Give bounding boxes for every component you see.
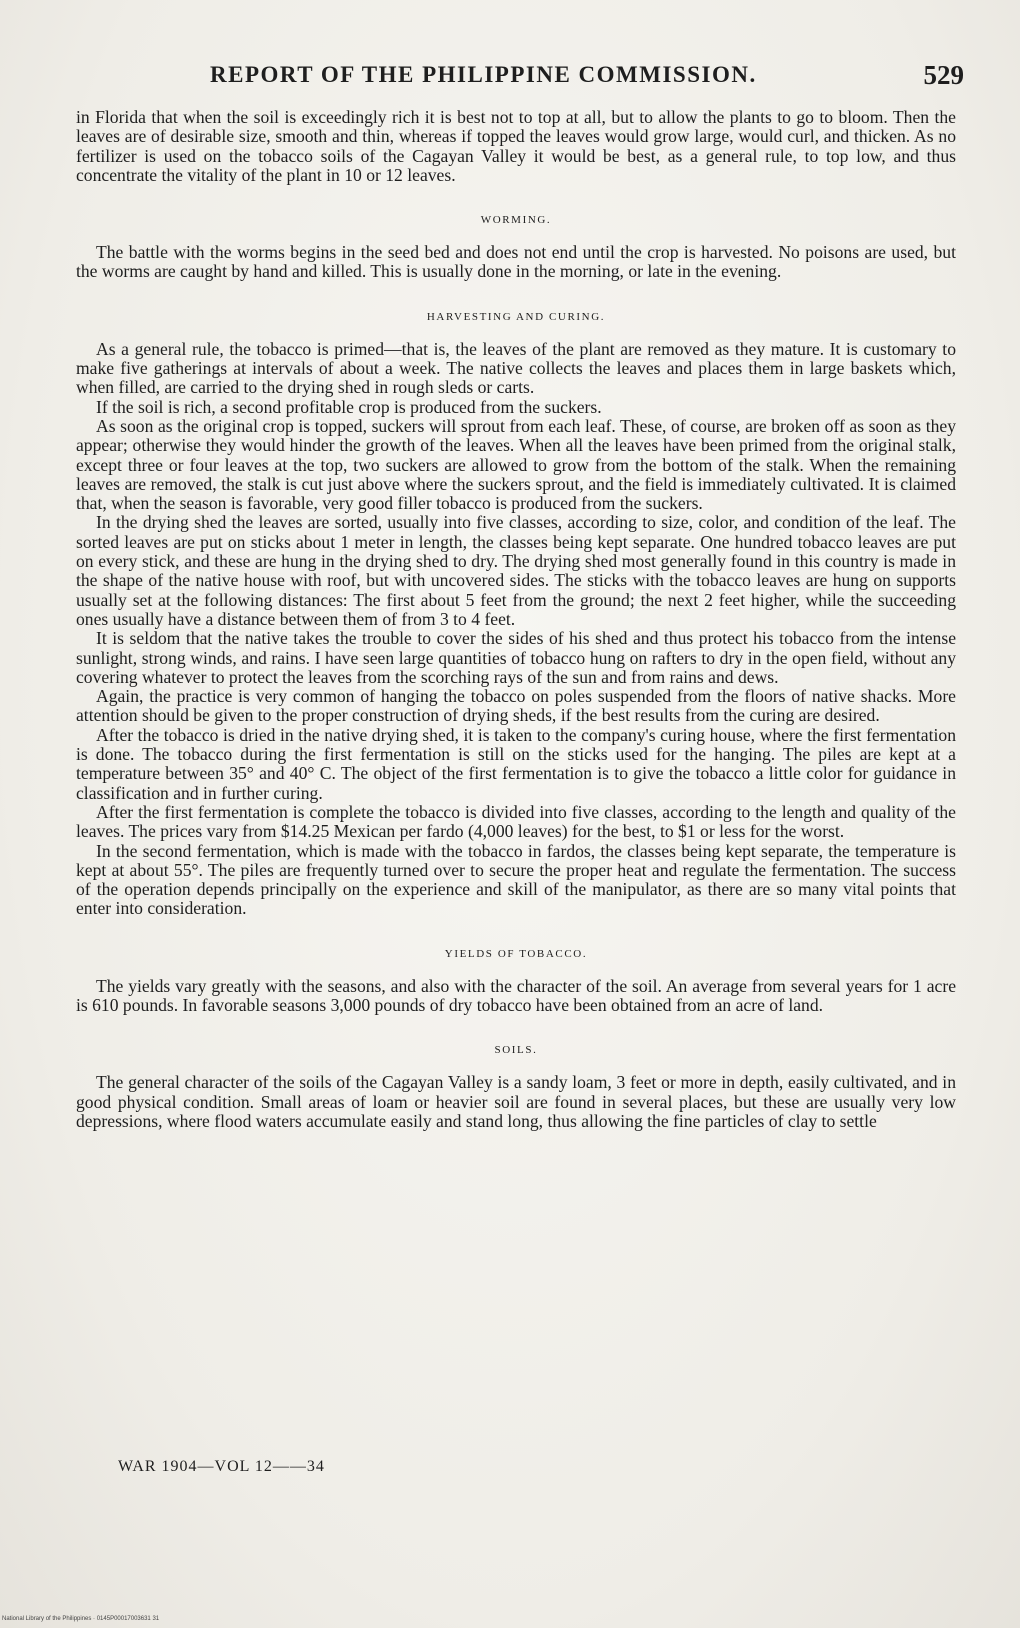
harvesting-paragraph: After the first fermentation is complete the tobacco is divided into five classes, according to the length and quality of the leaves. The prices vary from $14.25 Mexican per fardo (4,000 leaves) for the best, to $1 or less for the worst. [76, 801, 956, 842]
harvesting-paragraph: If the soil is rich, a second profitable crop is produced from the suckers. [96, 396, 602, 417]
body-text [76, 108, 956, 1131]
page-header [210, 62, 970, 92]
yields-paragraph: The yields vary greatly with the seasons, and also with the character of the soil. An average from several years for 1 acre is 610 pounds. In favorable seasons 3,000 pounds of dry tobacco have been obtained from an acre of land. [76, 975, 956, 1015]
scan-credit: National Library of the Philippines · 0145P00017003631 31 [2, 1616, 160, 1622]
harvesting-paragraph: It is seldom that the native takes the trouble to cover the sides of his shed and thus protect his tobacco from the intense sunlight, strong winds, and rains. I have seen large quantities of tobacco hung on rafters to dry in the open field, without any covering whatever to protect the leaves from the scorching rays of the sun and from rains and dews. [76, 628, 956, 687]
harvesting-paragraph: In the drying shed the leaves are sorted, usually into five classes, according to size, color, and condition of the leaf. The sorted leaves are put on sticks about 1 meter in length, the classes being kept separate. One hundred tobacco leaves are put on every stick, and these are hung in the drying shed to dry. The drying shed most generally found in this country is made in the shape of the native house with roof, but with uncovered sides. The sticks with the tobacco leaves are hung on supports usually set at the following distances: The first about 5 feet from the ground; the next 2 feet higher, while the succeeding ones usually have a distance between them of from 3 to 4 feet. [76, 512, 956, 629]
page-number: 529 [923, 60, 964, 90]
harvesting-paragraph: As soon as the original crop is topped, suckers will sprout from each leaf. These, of course, are broken off as soon as they appear; otherwise they would hinder the growth of the leaves. When all the leaves have been primed from the original stalk, except three or four leaves at the top, two suckers are allowed to grow from the bottom of the stalk. When the remaining leaves are removed, the stalk is cut just above where the suckers sprout, and the field is immediately cultivated. It is claimed that, when the season is favorable, very good filler tobacco is produced from the suckers. [76, 415, 956, 514]
section-heading-worming: WORMING. [480, 214, 552, 227]
intro-paragraph: in Florida that when the soil is exceedingly rich it is best not to top at all, but to allow the plants to go to bloom. Then the leaves are of desirable size, smooth and thin, whereas if topped the leaves would grow large, would curl, and thicken. As no fertilizer is used on the tobacco soils of the Cagayan Valley it would be best, as a general rule, to top low, and thus concentrate the vitality of the plant in 10 or 12 leaves. [76, 107, 956, 185]
worming-paragraph: The battle with the worms begins in the seed bed and does not end until the crop is harvested. No poisons are used, but the worms are caught by hand and killed. This is usually done in the morning, or late in the evening. [76, 242, 956, 282]
section-heading-soils: SOILS. [494, 1044, 538, 1057]
section-heading-yields: YIELDS OF TOBACCO. [444, 947, 588, 960]
harvesting-paragraph: Again, the practice is very common of hanging the tobacco on poles suspended from the floors of native shacks. More attention should be given to the proper construction of drying sheds, if the best results from the curing are desired. [76, 686, 956, 726]
running-head: REPORT OF THE PHILIPPINE COMMISSION. [210, 62, 757, 87]
harvesting-paragraph: In the second fermentation, which is made with the tobacco in fardos, the classes being kept separate, the temperature is kept at about 55°. The piles are frequently turned over to secure the proper heat and regulate the fermentation. The success of the operation depends principally on the experience and skill of the manipulator, as there are so many vital points that enter into consideration. [76, 840, 956, 919]
soils-paragraph: The general character of the soils of the Cagayan Valley is a sandy loam, 3 feet or more in depth, easily cultivated, and in good physical condition. Small areas of loam or heavier soil are found in several places, but these are usually very low depressions, where flood waters accumulate easily and stand long, thus allowing the fine particles of clay to settle [76, 1072, 956, 1131]
harvesting-paragraph: After the tobacco is dried in the native drying shed, it is taken to the company's curing house, where the first fermentation is done. The tobacco during the first fermentation is still on the sticks used for the hanging. The piles are kept at a temperature between 35° and 40° C. The object of the first fermentation is to give the tobacco a little color for guidance in classification and in further curing. [76, 724, 956, 803]
section-heading-harvesting: HARVESTING AND CURING. [426, 310, 606, 323]
harvesting-paragraph: As a general rule, the tobacco is primed—that is, the leaves of the plant are removed as they mature. It is customary to make five gatherings at intervals of about a week. The native collects the leaves and places them in large baskets which, when filled, are carried to the drying shed in rough sleds or carts. [76, 338, 956, 398]
signature-line: WAR 1904—VOL 12——34 [118, 1458, 325, 1475]
